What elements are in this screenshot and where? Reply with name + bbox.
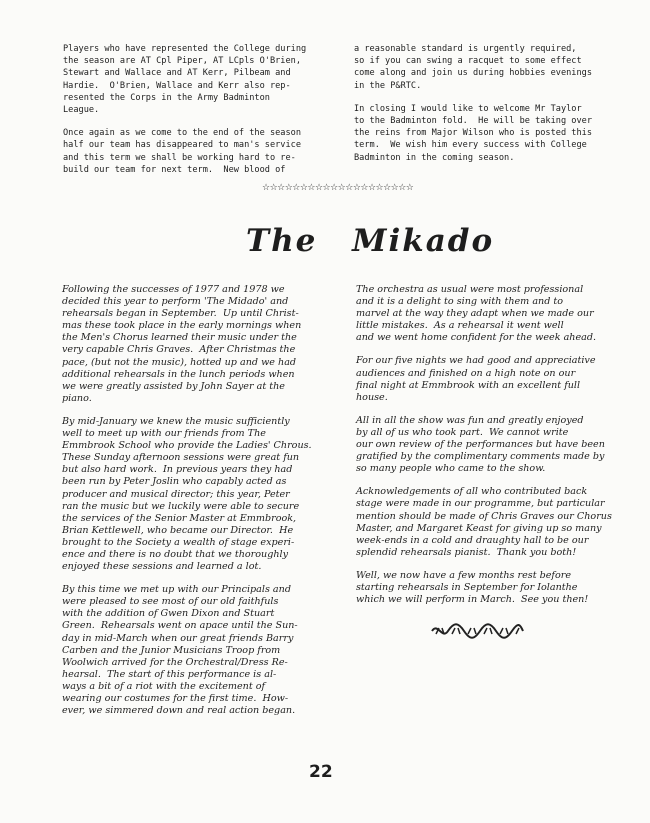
text-line: well to meet up with our friends from The (62, 428, 266, 440)
text-line: marvel at the way they adapt when we made our (356, 308, 594, 320)
text-line: The orchestra as usual were most professional (356, 284, 584, 295)
title-word-mikado: Mikado (352, 223, 495, 259)
text-line: final night at Emmbrook with an excellent full (356, 379, 581, 391)
text-line: Carben and the Junior Musicians Troop from (62, 644, 281, 656)
text-line: splendid rehearsals pianist. Thank you both! (356, 546, 577, 558)
text-line (356, 475, 612, 486)
text-line: hearsal. The start of this performance is al- (62, 668, 277, 680)
text-line: League. (63, 105, 100, 116)
text-line: Woolwich arrived for the Orchestral/Dress Re- (62, 656, 288, 668)
text-line: which we will perform in March. See you then! (356, 594, 589, 606)
text-line: piano. (62, 392, 92, 404)
text-line: mention should be made of Chris Graves our Chorus (356, 510, 612, 522)
text-line: day in mid-March when our great friends Barry (62, 632, 294, 644)
text-line: a reasonable standard is urgently required, (354, 44, 577, 54)
text-line: we were greatly assisted by John Sayer at the (62, 380, 285, 392)
badminton-text-left (63, 43, 306, 176)
text-line: were pleased to see most of our old faithfuls (62, 596, 279, 608)
text-line: In closing I would like to welcome Mr Taylor (354, 103, 582, 114)
text-line: Following the successes of 1977 and 1978 we (62, 284, 285, 295)
text-line: by all of us who took part. We cannot write (356, 426, 569, 438)
text-line: Stewart and Wallace and AT Kerr, Pilbeam and (63, 68, 291, 79)
text-line: Acknowledgements of all who contributed back (356, 486, 588, 498)
text-line: half our team has disappeared to man's service (63, 140, 301, 151)
text-line: so many people who came to the show. (356, 463, 546, 475)
text-line (356, 404, 612, 415)
text-line (62, 573, 312, 584)
title-word-the: The (246, 223, 318, 259)
text-line (63, 116, 306, 127)
text-line: week-ends in a cold and draughty hall to be our (356, 534, 589, 546)
text-line: the services of the Senior Master at Emmbrook, (62, 512, 297, 524)
text-line: in the P&RTC. (354, 80, 422, 91)
text-line: mas these took place in the early mornings when (62, 320, 302, 332)
text-line: ran the music but we luckily were able to secure (62, 500, 300, 512)
vine-ornament (430, 620, 525, 642)
text-line: Once again as we come to the end of the season (63, 128, 301, 139)
star-divider: ☆☆☆☆☆☆☆☆☆☆☆☆☆☆☆☆☆☆☆☆ (262, 183, 414, 193)
text-line: come along and join us during hobbies evenings (354, 68, 592, 79)
text-line: stage were made in our programme, but particular (356, 498, 605, 510)
text-line: additional rehearsals in the lunch periods when (62, 368, 295, 380)
text-line: All in all the show was fun and greatly enjoyed (356, 414, 584, 426)
text-line: By this time we met up with our Principals and (62, 584, 291, 596)
text-line: and this term we shall be working hard to re- (63, 152, 296, 163)
text-line: enjoyed these sessions and learned a lot. (62, 561, 262, 573)
text-line: Hardie. O'Brien, Wallace and Kerr also rep- (63, 80, 291, 91)
text-line: the reins from Major Wilson who is posted this (354, 128, 592, 139)
text-line: starting rehearsals in September for Iolanthe (356, 581, 578, 593)
text-line: very capable Chris Graves. After Christmas the (62, 344, 296, 356)
text-line: wearing our costumes for the first time. How- (62, 693, 289, 704)
text-line: house. (356, 391, 388, 403)
text-line: pace, (but not the music), hotted up and we had (62, 356, 297, 368)
text-line: Badminton in the coming season. (354, 152, 515, 163)
text-line: the Men's Chorus learned their music under the (62, 332, 297, 344)
text-line: These Sunday afternoon sessions were great fun (62, 452, 300, 464)
text-line: ever, we simmered down and real action began. (62, 705, 296, 717)
text-line: Emmbrook School who provide the Ladies' Chrous. (62, 440, 312, 452)
text-line: to the Badminton fold. He will be taking over (354, 116, 592, 127)
text-line: Well, we now have a few months rest before (356, 569, 572, 581)
text-line: so if you can swing a racquet to some effect (354, 56, 582, 67)
text-line: the season are AT Cpl Piper, AT LCpls O'Brien, (63, 56, 301, 67)
text-line: Green. Rehearsals went on apace until the Sun- (62, 620, 298, 632)
text-line: little mistakes. As a rehearsal it went well (356, 320, 564, 332)
text-line (62, 405, 312, 416)
text-line: and it is a delight to sing with them and to (356, 296, 564, 308)
mikado-text-right (356, 284, 612, 606)
badminton-text-right (354, 43, 592, 164)
text-line: gratified by the complimentary comments made by (356, 451, 605, 463)
text-line: Players who have represented the College during (63, 44, 307, 54)
article-title (246, 223, 494, 259)
text-line: been run by Peter Joslin who capably acted as (62, 476, 287, 488)
page-number: 22 (309, 762, 333, 782)
text-line (356, 559, 612, 570)
text-line: brought to the Society a wealth of stage experi- (62, 536, 295, 548)
text-line: our own review of the performances but have been (356, 439, 605, 451)
mikado-text-left (62, 284, 312, 717)
text-line (356, 344, 612, 355)
text-line: term. We wish him every success with College (354, 140, 587, 151)
text-line: rehearsals began in September. Up until Christ- (62, 308, 299, 320)
text-line: with the addition of Gwen Dixon and Stuart (62, 608, 275, 620)
text-line: and we went home confident for the week ahead. (356, 332, 597, 344)
text-line: For our five nights we had good and appreciative (356, 355, 596, 367)
text-line: decided this year to perform 'The Midado' and (62, 296, 289, 308)
text-line: By mid-January we knew the music sufficiently (62, 415, 290, 427)
text-line: Brian Kettlewell, who became our Director. He (62, 524, 294, 536)
text-line: audiences and finished on a high note on our (356, 367, 576, 379)
text-line: producer and musical director; this year, Peter (62, 488, 290, 500)
text-line: ence and there is no doubt that we thoroughly (62, 548, 289, 560)
text-line: but also hard work. In previous years they had (62, 464, 293, 476)
text-line: ways a bit of a riot with the excitement of (62, 680, 266, 692)
text-line (354, 92, 592, 103)
text-line: Master, and Margaret Keast for giving up so many (356, 522, 602, 534)
text-line: resented the Corps in the Army Badminton (63, 92, 270, 103)
text-line: build our team for next term. New blood of (63, 164, 286, 175)
